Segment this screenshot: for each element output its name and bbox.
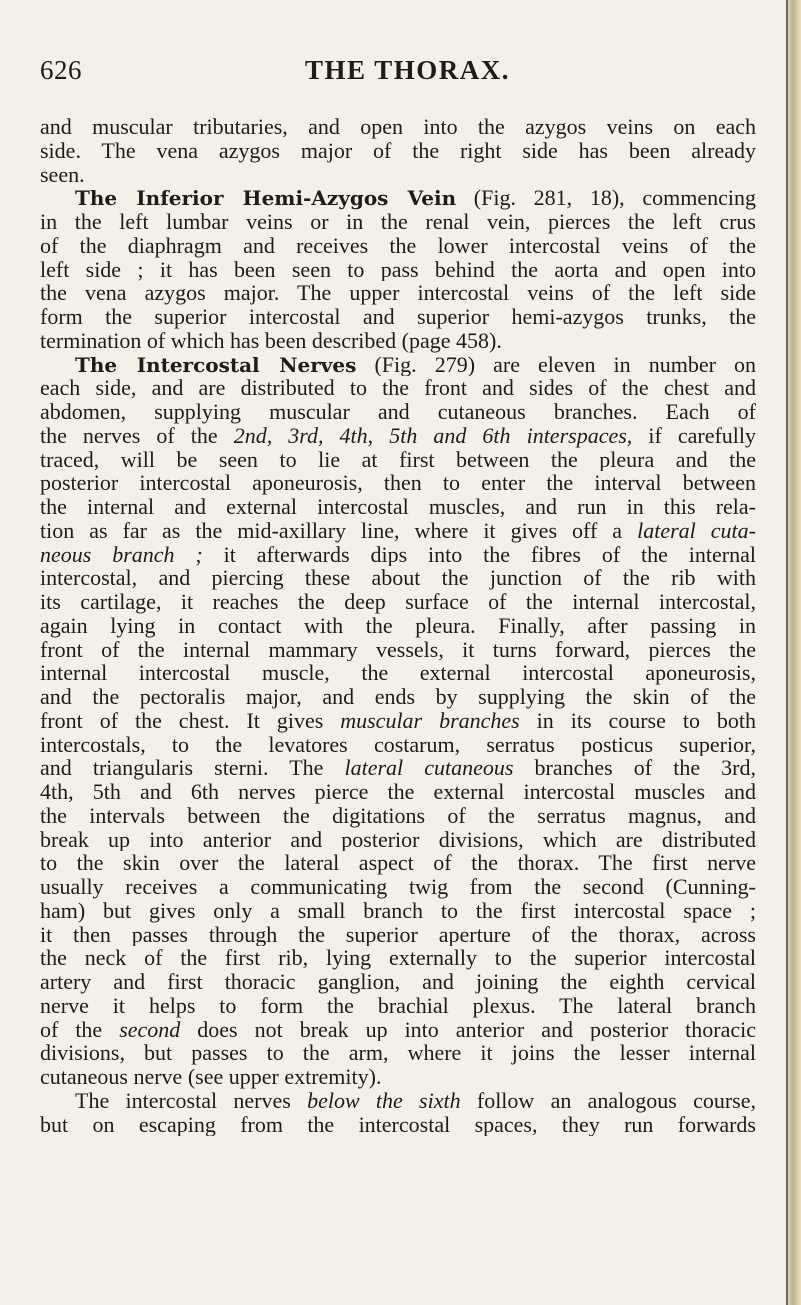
running-title: THE THORAX.	[305, 55, 511, 85]
text-segment: The intercostal nerves	[75, 1088, 308, 1113]
text-segment: each side, and are distributed to the front and sides of the chest and	[40, 376, 756, 400]
text-segment: posterior intercostal aponeurosis, then to enter the interval between	[40, 471, 756, 495]
text-line	[40, 1018, 756, 1042]
text-segment: the nerves of the	[40, 423, 234, 448]
text-segment: follow an analogous course,	[460, 1088, 756, 1113]
text-segment: artery and first thoracic ganglion, and joining the eighth cervical	[40, 970, 756, 994]
text-segment: tion as far as the mid-axillary line, where it gives off a	[40, 518, 638, 543]
text-line	[40, 970, 756, 994]
italic-text: neous branch ;	[40, 542, 203, 567]
page-number: 626	[40, 55, 82, 85]
page-edge	[786, 0, 801, 1305]
text-segment: left side ; it has been seen to pass behind the aorta and open into	[40, 257, 756, 282]
text-segment: and the pectoralis major, and ends by supplying the skin of the	[40, 685, 756, 709]
text-segment: abdomen, supplying muscular and cutaneous branches. Each of	[40, 400, 756, 424]
text-segment: does not break up into anterior and posterior thoracic	[180, 1017, 756, 1042]
italic-text: second	[119, 1017, 181, 1042]
text-line	[40, 139, 756, 163]
text-segment: usually receives a communicating twig from the second (Cunning-	[40, 875, 756, 899]
text-segment: internal intercostal muscle, the external intercostal aponeurosis,	[40, 661, 756, 685]
text-line	[40, 946, 756, 970]
text-line	[40, 424, 756, 448]
text-line	[40, 210, 756, 234]
italic-text: lateral cutaneous	[344, 756, 514, 780]
text-line	[40, 685, 756, 709]
text-line	[40, 851, 756, 875]
text-segment: divisions, but passes to the arm, where it joins the lesser internal	[40, 1041, 756, 1065]
text-line	[40, 281, 756, 305]
text-line	[40, 186, 756, 210]
text-segment: of the diaphragm and receives the lower intercostal veins of the	[40, 233, 756, 258]
text-line	[40, 519, 756, 543]
text-line	[40, 733, 756, 757]
text-segment: of the	[40, 1017, 120, 1042]
text-line	[40, 305, 756, 329]
text-segment: (Fig. 279) are eleven in number on	[356, 352, 756, 377]
text-segment: the internal and external intercostal muscles, and run in this rela-	[40, 495, 756, 519]
text-segment: but on escaping from the intercostal spaces, they run forwards	[40, 1112, 756, 1137]
text-line	[40, 448, 756, 472]
text-segment: if carefully	[632, 423, 756, 448]
text-line	[40, 923, 756, 947]
text-line	[40, 1041, 756, 1065]
text-line	[40, 709, 756, 733]
text-segment: cutaneous nerve (see upper extremity).	[40, 1065, 382, 1089]
text-segment: and muscular tributaries, and open into the azygos veins on each	[40, 115, 756, 139]
text-segment: seen.	[40, 162, 85, 187]
text-line	[40, 543, 756, 567]
text-line	[40, 376, 756, 400]
text-line	[40, 828, 756, 852]
text-segment: break up into anterior and posterior divisions, which are distributed	[40, 827, 756, 852]
text-line	[40, 590, 756, 614]
italic-text: 2nd, 3rd, 4th, 5th and 6th interspaces,	[233, 423, 633, 448]
text-line	[40, 1089, 756, 1113]
text-segment: the neck of the first rib, lying externally to the superior intercostal	[40, 946, 756, 970]
italic-text: below the sixth	[307, 1088, 461, 1113]
text-line	[40, 804, 756, 828]
body-text	[40, 115, 756, 1136]
text-line	[40, 329, 756, 353]
text-segment: front of the internal mammary vessels, it turns forward, pierces the	[40, 637, 756, 662]
text-segment: it afterwards dips into the fibres of the internal	[202, 542, 756, 567]
text-line	[40, 234, 756, 258]
text-line	[40, 899, 756, 923]
text-line	[40, 1065, 756, 1089]
bold-heading: The Intercostal Nerves	[75, 352, 357, 377]
text-line	[40, 471, 756, 495]
text-line	[40, 163, 756, 187]
text-line	[40, 1113, 756, 1137]
text-segment: ham) but gives only a small branch to the first intercostal space ;	[40, 898, 756, 923]
italic-text: muscular branches	[340, 708, 520, 733]
text-segment: intercostals, to the levatores costarum, serratus posticus superior,	[40, 732, 756, 757]
text-segment: traced, will be seen to lie at first between the pleura and the	[40, 447, 756, 472]
text-segment: intercostal, and piercing these about the junction of the rib with	[40, 566, 756, 590]
text-segment: the vena azygos major. The upper intercostal veins of the left side	[40, 281, 756, 305]
text-segment: again lying in contact with the pleura. Finally, after passing in	[40, 613, 756, 638]
text-segment: in its course to both	[519, 708, 756, 733]
text-line	[40, 566, 756, 590]
text-line	[40, 875, 756, 899]
text-segment: its cartilage, it reaches the deep surface of the internal intercostal,	[40, 590, 756, 614]
text-segment: front of the chest. It gives	[40, 708, 341, 733]
text-line	[40, 756, 756, 780]
text-segment: form the superior intercostal and superior hemi-azygos trunks, the	[40, 305, 756, 329]
text-line	[40, 638, 756, 662]
text-line	[40, 258, 756, 282]
text-segment: nerve it helps to form the brachial plexus. The lateral branch	[40, 993, 756, 1018]
running-head	[0, 55, 801, 91]
text-line	[40, 115, 756, 139]
text-segment: termination of which has been described (page 458).	[40, 328, 502, 353]
text-line	[40, 994, 756, 1018]
text-line	[40, 661, 756, 685]
text-segment: it then passes through the superior aperture of the thorax, across	[40, 922, 756, 947]
text-line	[40, 353, 756, 377]
italic-text: lateral cuta-	[637, 518, 756, 543]
text-segment: the intervals between the digitations of the serratus magnus, and	[40, 803, 756, 828]
text-line	[40, 495, 756, 519]
text-segment: and triangularis sterni. The	[40, 756, 345, 780]
text-segment: in the left lumbar veins or in the renal vein, pierces the left crus	[40, 210, 756, 234]
text-segment: to the skin over the lateral aspect of the thorax. The first nerve	[40, 851, 756, 875]
text-line	[40, 780, 756, 804]
text-segment: 4th, 5th and 6th nerves pierce the external intercostal muscles and	[40, 780, 756, 804]
text-segment: (Fig. 281, 18), commencing	[456, 186, 756, 210]
text-line	[40, 614, 756, 638]
bold-heading: The Inferior Hemi-Azygos Vein	[75, 186, 457, 210]
text-segment: branches of the 3rd,	[513, 756, 756, 780]
text-line	[40, 400, 756, 424]
text-segment: side. The vena azygos major of the right side has been already	[40, 138, 756, 163]
